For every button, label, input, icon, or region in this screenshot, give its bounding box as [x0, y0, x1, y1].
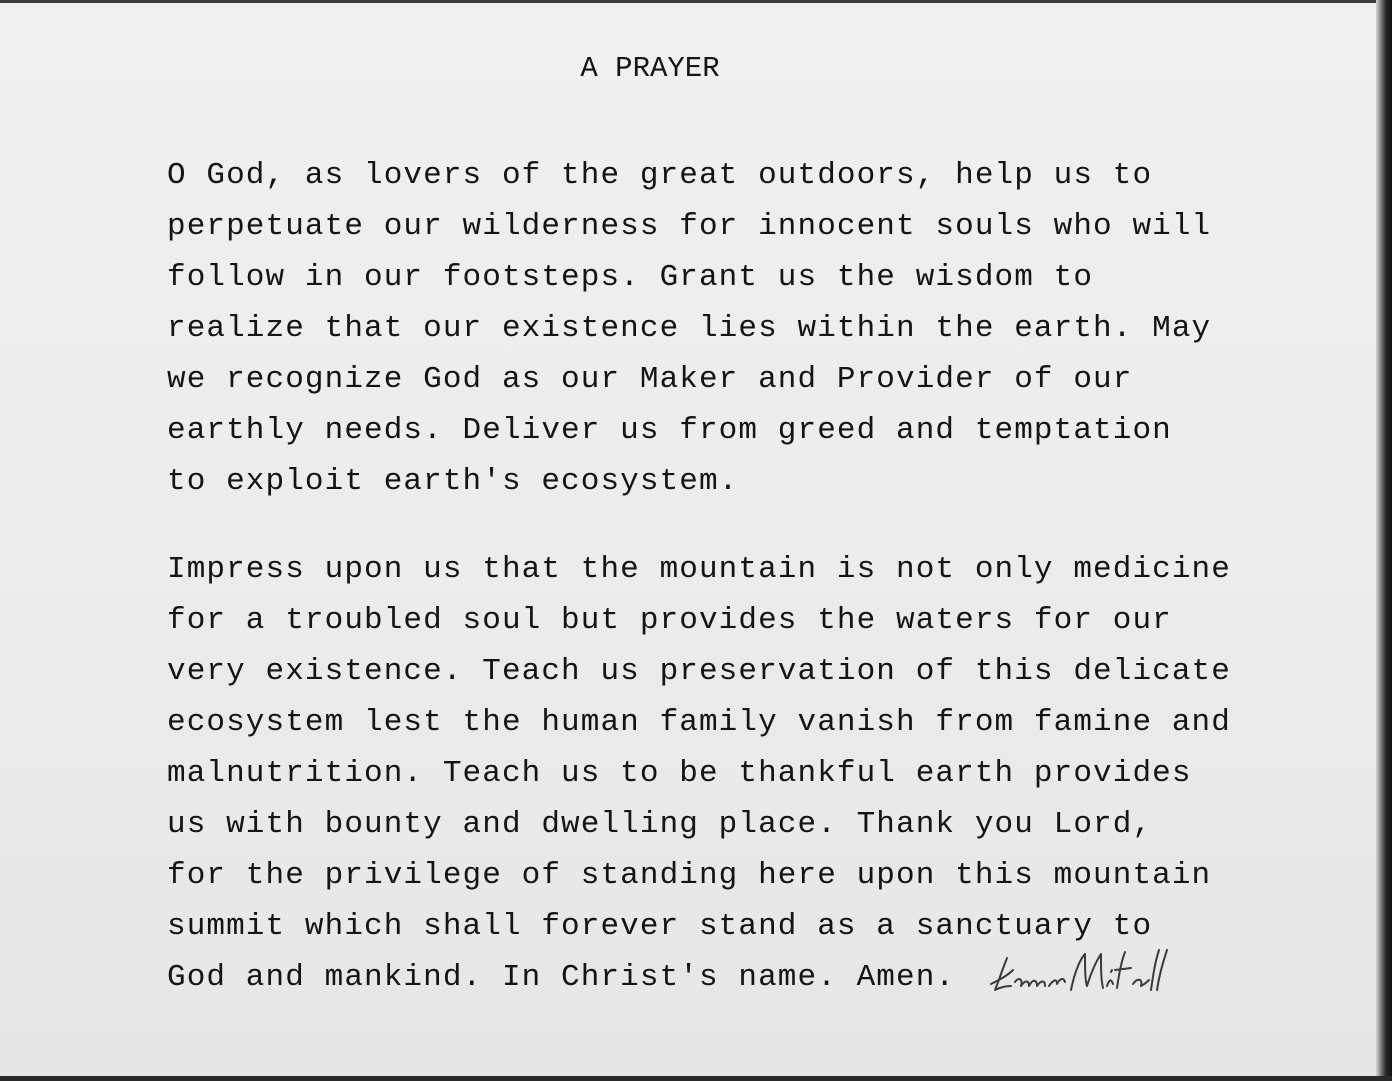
text-line: malnutrition. Teach us to be thankful earth provides — [167, 756, 1192, 791]
paragraph-2 — [167, 544, 1231, 1003]
scan-edge-bottom — [0, 1076, 1392, 1081]
text-line: to exploit earth's ecosystem. — [167, 464, 739, 499]
text-line: very existence. Teach us preservation of this delicate — [167, 654, 1231, 689]
text-line: we recognize God as our Maker and Provider of our — [167, 362, 1133, 397]
document-title: A PRAYER — [580, 52, 720, 85]
scan-edge-right — [1376, 0, 1392, 1081]
text-line: ecosystem lest the human family vanish from famine and — [167, 705, 1231, 740]
text-line: for a troubled soul but provides the waters for our — [167, 603, 1172, 638]
text-line: Impress upon us that the mountain is not only medicine — [167, 552, 1231, 587]
text-line: summit which shall forever stand as a sanctuary to — [167, 909, 1153, 944]
text-line: for the privilege of standing here upon this mountain — [167, 858, 1212, 893]
text-line: follow in our footsteps. Grant us the wisdom to — [167, 260, 1094, 295]
text-line: earthly needs. Deliver us from greed and temptation — [167, 413, 1172, 448]
scan-edge-top — [0, 0, 1392, 3]
text-line: us with bounty and dwelling place. Thank you Lord, — [167, 807, 1153, 842]
text-line: realize that our existence lies within the earth. May — [167, 311, 1212, 346]
text-line: O God, as lovers of the great outdoors, help us to — [167, 158, 1153, 193]
text-line: perpetuate our wilderness for innocent souls who will — [167, 209, 1212, 244]
handwritten-signature — [985, 940, 1185, 998]
paragraph-1 — [167, 150, 1211, 507]
text-line: God and mankind. In Christ's name. Amen. — [167, 960, 956, 995]
